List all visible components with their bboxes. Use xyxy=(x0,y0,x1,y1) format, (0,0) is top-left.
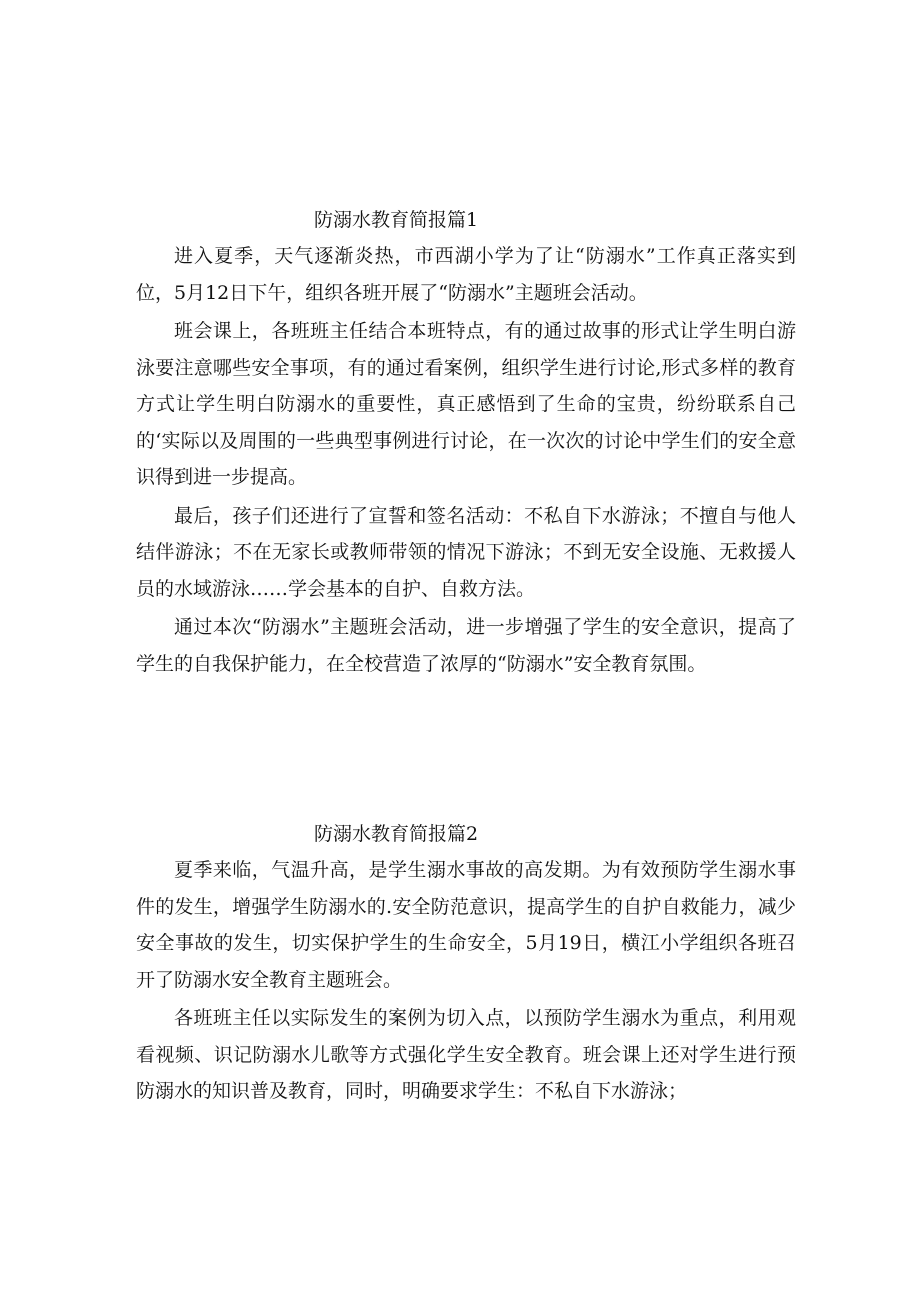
paragraph: 各班班主任以实际发生的案例为切入点，以预防学生溺水为重点，利用观看视频、识记防溺水儿歌等方式强化学生安全教育。班会课上还对学生进行预防溺水的知识普及教育，同时，明确要求学生：不私自下水游泳； xyxy=(136,1007,796,1102)
paragraph: 进入夏季，天气逐渐炎热，市西湖小学为了让“防溺水”工作真正落实到位，5月12日下午，组织各班开展了“防溺水”主题班会活动。 xyxy=(136,245,796,304)
report-section-2 xyxy=(136,816,796,1110)
report-section-1 xyxy=(136,202,796,682)
section-title: 防溺水教育简报篇2 xyxy=(314,823,479,845)
section-title: 防溺水教育简报篇1 xyxy=(314,209,479,231)
paragraph: 最后，孩子们还进行了宣誓和签名活动：不私自下水游泳；不擅自与他人结伴游泳；不在无家长或教师带领的情况下游泳；不到无安全设施、无救援人员的水域游泳……学会基本的自护、自救方法。 xyxy=(136,504,796,600)
paragraph: 通过本次“防溺水”主题班会活动，进一步增强了学生的安全意识，提高了学生的自我保护能力，在全校营造了浓厚的“防溺水”安全教育氛围。 xyxy=(136,616,796,675)
paragraph: 夏季来临，气温升高，是学生溺水事故的高发期。为有效预防学生溺水事件的发生，增强学生防溺水的.安全防范意识，提高学生的自护自救能力，减少安全事故的发生，切实保护学生的生命安全，5月19日，横江小学组织各班召开了防溺水安全教育主题班会。 xyxy=(136,859,796,991)
paragraph: 班会课上，各班班主任结合本班特点，有的通过故事的形式让学生明白游泳要注意哪些安全事项，有的通过看案例，组织学生进行讨论,形式多样的教育方式让学生明白防溺水的重要性，真正感悟到了生命的宝贵，纷纷联系自己的‘实际以及周围的一些典型事例进行讨论，在一次次的讨论中学生们的安全意识得到进一步提高。 xyxy=(136,320,796,488)
